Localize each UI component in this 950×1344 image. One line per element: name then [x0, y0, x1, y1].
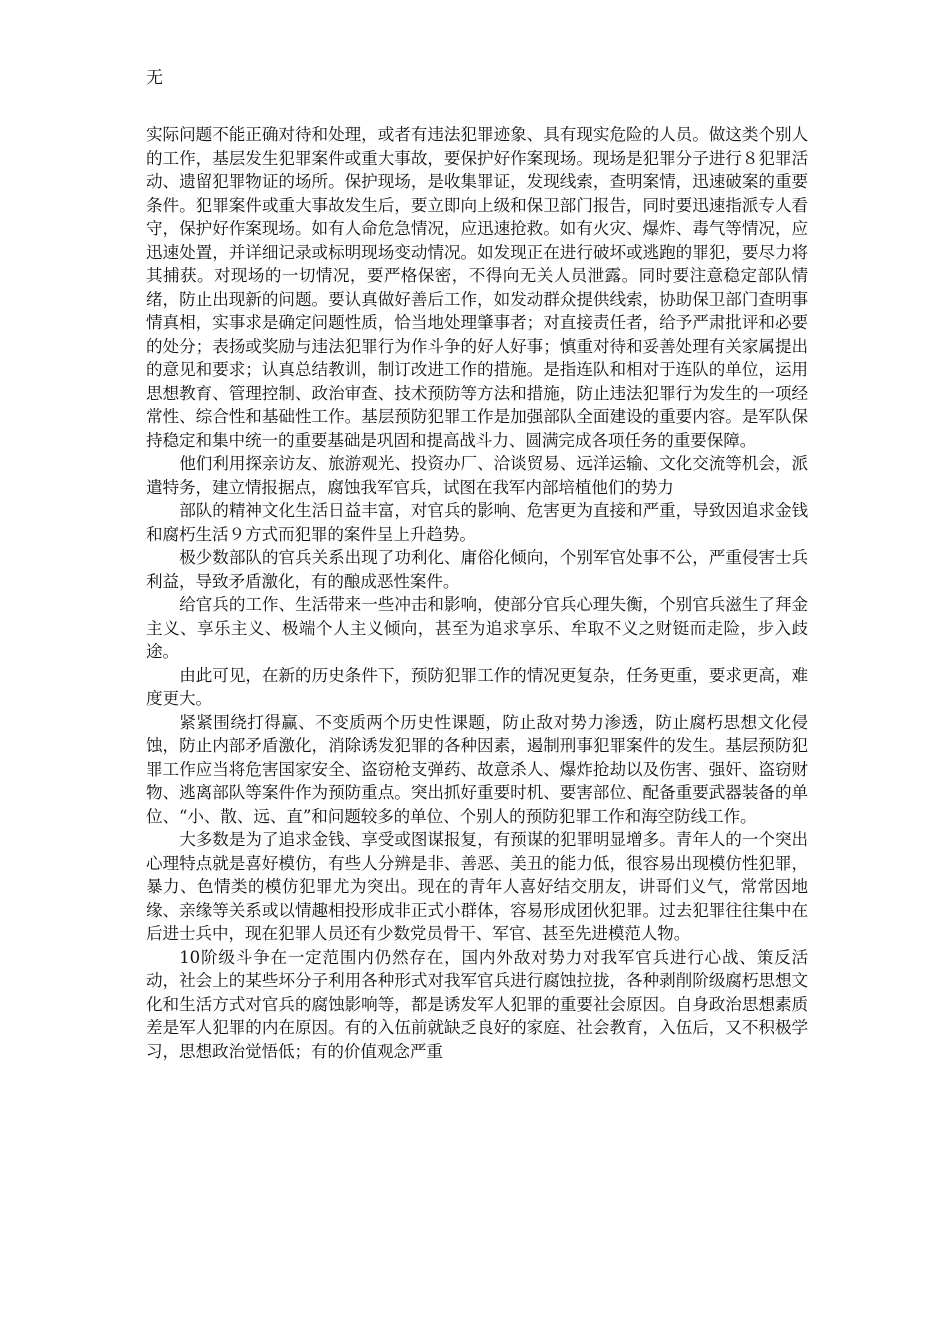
paragraph: 大多数是为了追求金钱、享受或图谋报复，有预谋的犯罪明显增多。青年人的一个突出心理特点就是喜好模仿，有些人分辨是非、善恶、美丑的能力低，很容易出现模仿性犯罪，暴力、色情类的模仿犯罪尤为突出。现在的青年人喜好结交朋友，讲哥们义气，常常因地缘、亲缘等关系或以情趣相投形成非正式小群体，容易形成团伙犯罪。过去犯罪往往集中在后进士兵中，现在犯罪人员还有少数党员骨干、军官、甚至先进模范人物。 [146, 830, 808, 943]
paragraph: 极少数部队的官兵关系出现了功利化、庸俗化倾向，个别军官处事不公，严重侵害士兵利益，导致矛盾激化，有的酿成恶性案件。 [146, 548, 808, 591]
paragraph: 紧紧围绕打得赢、不变质两个历史性课题，防止敌对势力渗透，防止腐朽思想文化侵蚀，防止内部矛盾激化，消除诱发犯罪的各种因素，遏制刑事犯罪案件的发生。基层预防犯罪工作应当将危害国家安全、盗窃枪支弹药、故意杀人、爆炸抢劫以及伤害、强奸、盗窃财物、逃离部队等案件作为预防重点。突出抓好重要时机、要害部位、配备重要武器装备的单位、“小、散、远、直”和问题较多的单位、个别人的预防犯罪工作和海空防线工作。 [146, 712, 808, 826]
page-header: 无 [146, 68, 163, 88]
document-body [146, 123, 808, 1063]
paragraph: 给官兵的工作、生活带来一些冲击和影响，使部分官兵心理失衡，个别官兵滋生了拜金主义、享乐主义、极端个人主义倾向，甚至为追求享乐、牟取不义之财铤而走险，步入歧途。 [146, 595, 808, 661]
paragraph: 他们利用探亲访友、旅游观光、投资办厂、洽谈贸易、远洋运输、文化交流等机会，派遣特务，建立情报据点，腐蚀我军官兵，试图在我军内部培植他们的势力 [146, 454, 808, 497]
paragraph: 部队的精神文化生活日益丰富，对官兵的影响、危害更为直接和严重，导致因追求金钱和腐朽生活９方式而犯罪的案件呈上升趋势。 [146, 501, 808, 544]
paragraph: 10阶级斗争在一定范围内仍然存在，国内外敌对势力对我军官兵进行心战、策反活动，社会上的某些坏分子利用各种形式对我军官兵进行腐蚀拉拢，各种剥削阶级腐朽思想文化和生活方式对官兵的腐蚀影响等，都是诱发军人犯罪的重要社会原因。自身政治思想素质差是军人犯罪的内在原因。有的入伍前就缺乏良好的家庭、社会教育，入伍后，又不积极学习，思想政治觉悟低；有的价值观念严重 [146, 947, 808, 1061]
paragraph-continued: 实际问题不能正确对待和处理，或者有违法犯罪迹象、具有现实危险的人员。做这类个别人的工作，基层发生犯罪案件或重大事故，要保护好作案现场。现场是犯罪分子进行８犯罪活动、遗留犯罪物证的场所。保护现场，是收集罪证，发现线索，查明案情，迅速破案的重要条件。犯罪案件或重大事故发生后，要立即向上级和保卫部门报告，同时要迅速指派专人看守，保护好作案现场。如有人命危急情况，应迅速抢救。如有火灾、爆炸、毒气等情况，应迅速处置，并详细记录或标明现场变动情况。如发现正在进行破坏或逃跑的罪犯，要尽力将其捕获。对现场的一切情况，要严格保密，不得向无关人员泄露。同时要注意稳定部队情绪，防止出现新的问题。要认真做好善后工作，如发动群众提供线索，协助保卫部门查明事情真相，实事求是确定问题性质，恰当地处理肇事者；对直接责任者，给予严肃批评和必要的处分；表扬或奖励与违法犯罪行为作斗争的好人好事；慎重对待和妥善处理有关家属提出的意见和要求；认真总结教训，制订改进工作的措施。是指连队和相对于连队的单位，运用思想教育、管理控制、政治审查、技术预防等方法和措施，防止违法犯罪行为发生的一项经常性、综合性和基础性工作。基层预防犯罪工作是加强部队全面建设的重要内容。是军队保持稳定和集中统一的重要基础是巩固和提高战斗力、圆满完成各项任务的重要保障。 [146, 125, 808, 450]
paragraph: 由此可见，在新的历史条件下，预防犯罪工作的情况更复杂，任务更重，要求更高，难度更大。 [146, 665, 808, 708]
